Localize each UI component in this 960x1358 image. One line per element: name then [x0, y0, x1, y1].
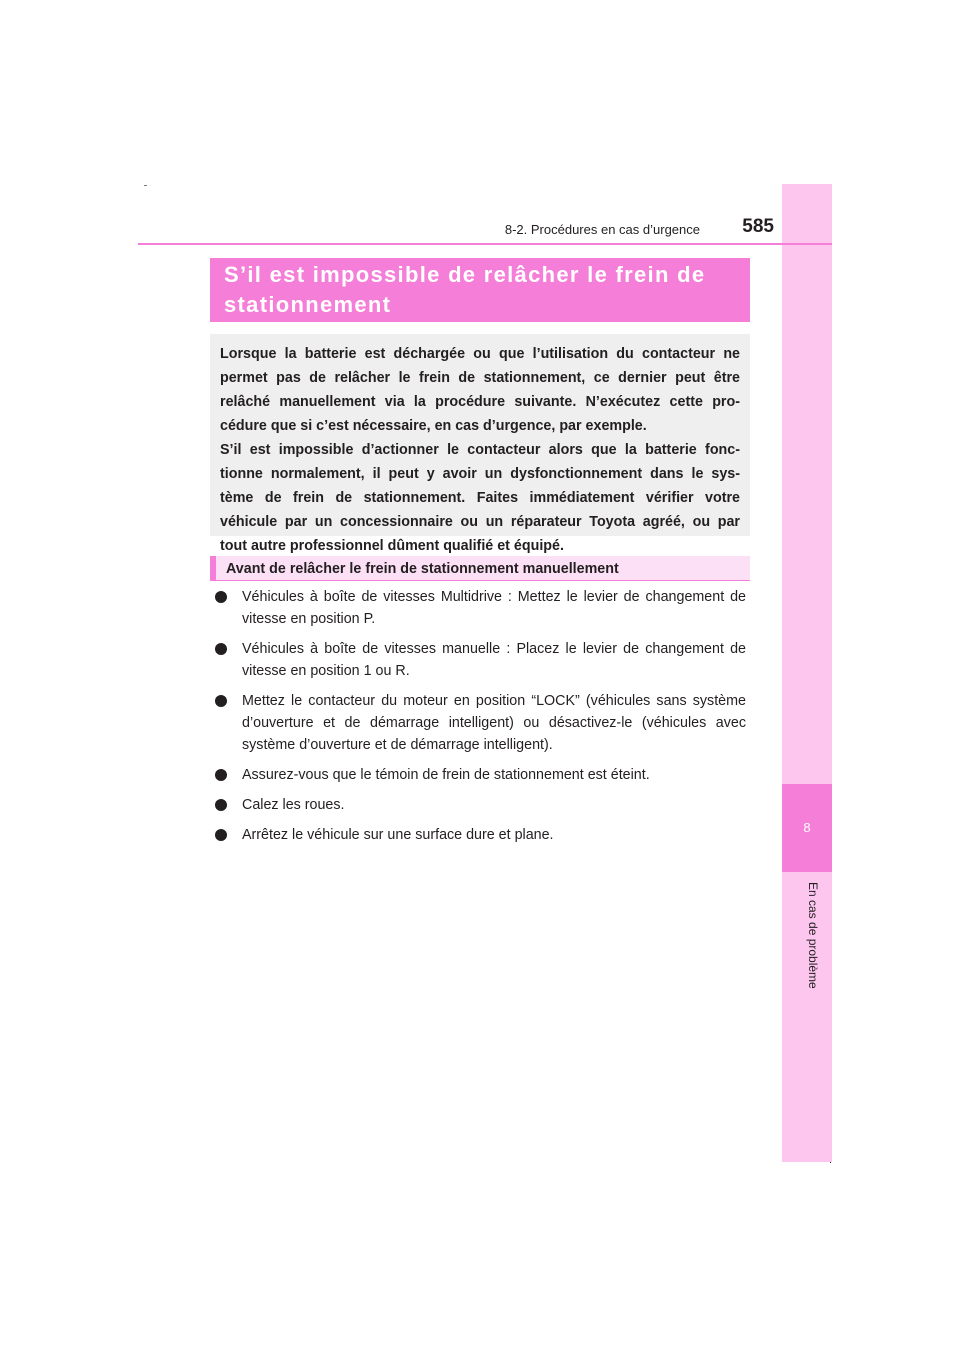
page-number: 585 — [742, 216, 774, 237]
intro-box — [210, 334, 750, 554]
header-divider — [138, 243, 832, 245]
bullet-icon — [215, 643, 227, 655]
precaution-list — [214, 586, 746, 854]
intro-line: relâché manuellement via la procédure suivante. N’exécutez cette pro- — [220, 394, 740, 410]
subheading: Avant de relâcher le frein de stationnement manuellement — [226, 561, 619, 577]
intro-line: tionne normalement, il peut y avoir un dysfonctionnement dans le sys- — [220, 466, 740, 482]
list-item-text: Calez les roues. — [242, 797, 345, 813]
intro-line: permet pas de relâcher le frein de stationnement, ce dernier peut être — [220, 370, 740, 386]
chapter-label: En cas de problème — [806, 882, 820, 989]
intro-line: cédure que si c’est nécessaire, en cas d’urgence, par exemple. — [220, 418, 647, 434]
crop-mark-left — [144, 185, 147, 186]
intro-line: tème de frein de stationnement. Faites immédiatement vérifier votre — [220, 490, 740, 506]
bullet-icon — [215, 695, 227, 707]
intro-line: tout autre professionnel dûment qualifié et équipé. — [220, 538, 564, 554]
list-item — [214, 824, 746, 846]
list-item — [214, 764, 746, 786]
intro-line: véhicule par un concessionnaire ou un réparateur Toyota agréé, ou par — [220, 514, 740, 530]
bullet-icon — [215, 769, 227, 781]
bullet-icon — [215, 591, 227, 603]
section-breadcrumb: 8-2. Procédures en cas d’urgence — [504, 222, 700, 237]
section-title-line-2: stationnement — [224, 292, 392, 317]
chapter-number: 8 — [803, 820, 811, 835]
list-item — [214, 794, 746, 816]
list-item-text: Véhicules à boîte de vitesses Multidrive : Mettez le levier de changement de vitesse en position P. — [242, 589, 746, 627]
list-item — [214, 638, 746, 682]
list-item-text: Assurez-vous que le témoin de frein de stationnement est éteint. — [242, 767, 650, 783]
list-item-text: Véhicules à boîte de vitesses manuelle : Placez le levier de changement de vitesse en position 1 ou R. — [242, 641, 746, 679]
bullet-icon — [215, 829, 227, 841]
section-title-banner — [210, 258, 750, 322]
list-item — [214, 690, 746, 756]
chapter-side-tab — [782, 184, 832, 1162]
bullet-icon — [215, 799, 227, 811]
subheading-banner — [210, 556, 750, 581]
intro-line: Lorsque la batterie est déchargée ou que l’utilisation du contacteur ne — [220, 346, 740, 362]
list-item — [214, 586, 746, 630]
section-title-line-1: S’il est impossible de relâcher le frein de — [224, 262, 706, 287]
intro-line: S’il est impossible d’actionner le contacteur alors que la batterie fonc- — [220, 442, 740, 458]
list-item-text: Mettez le contacteur du moteur en position “LOCK” (véhicules sans système d’ouverture et de démarrage intelligent) ou désactivez-le (véhicules avec système d’ouverture et de démarrage intelligent). — [242, 693, 746, 753]
list-item-text: Arrêtez le véhicule sur une surface dure et plane. — [242, 827, 554, 843]
